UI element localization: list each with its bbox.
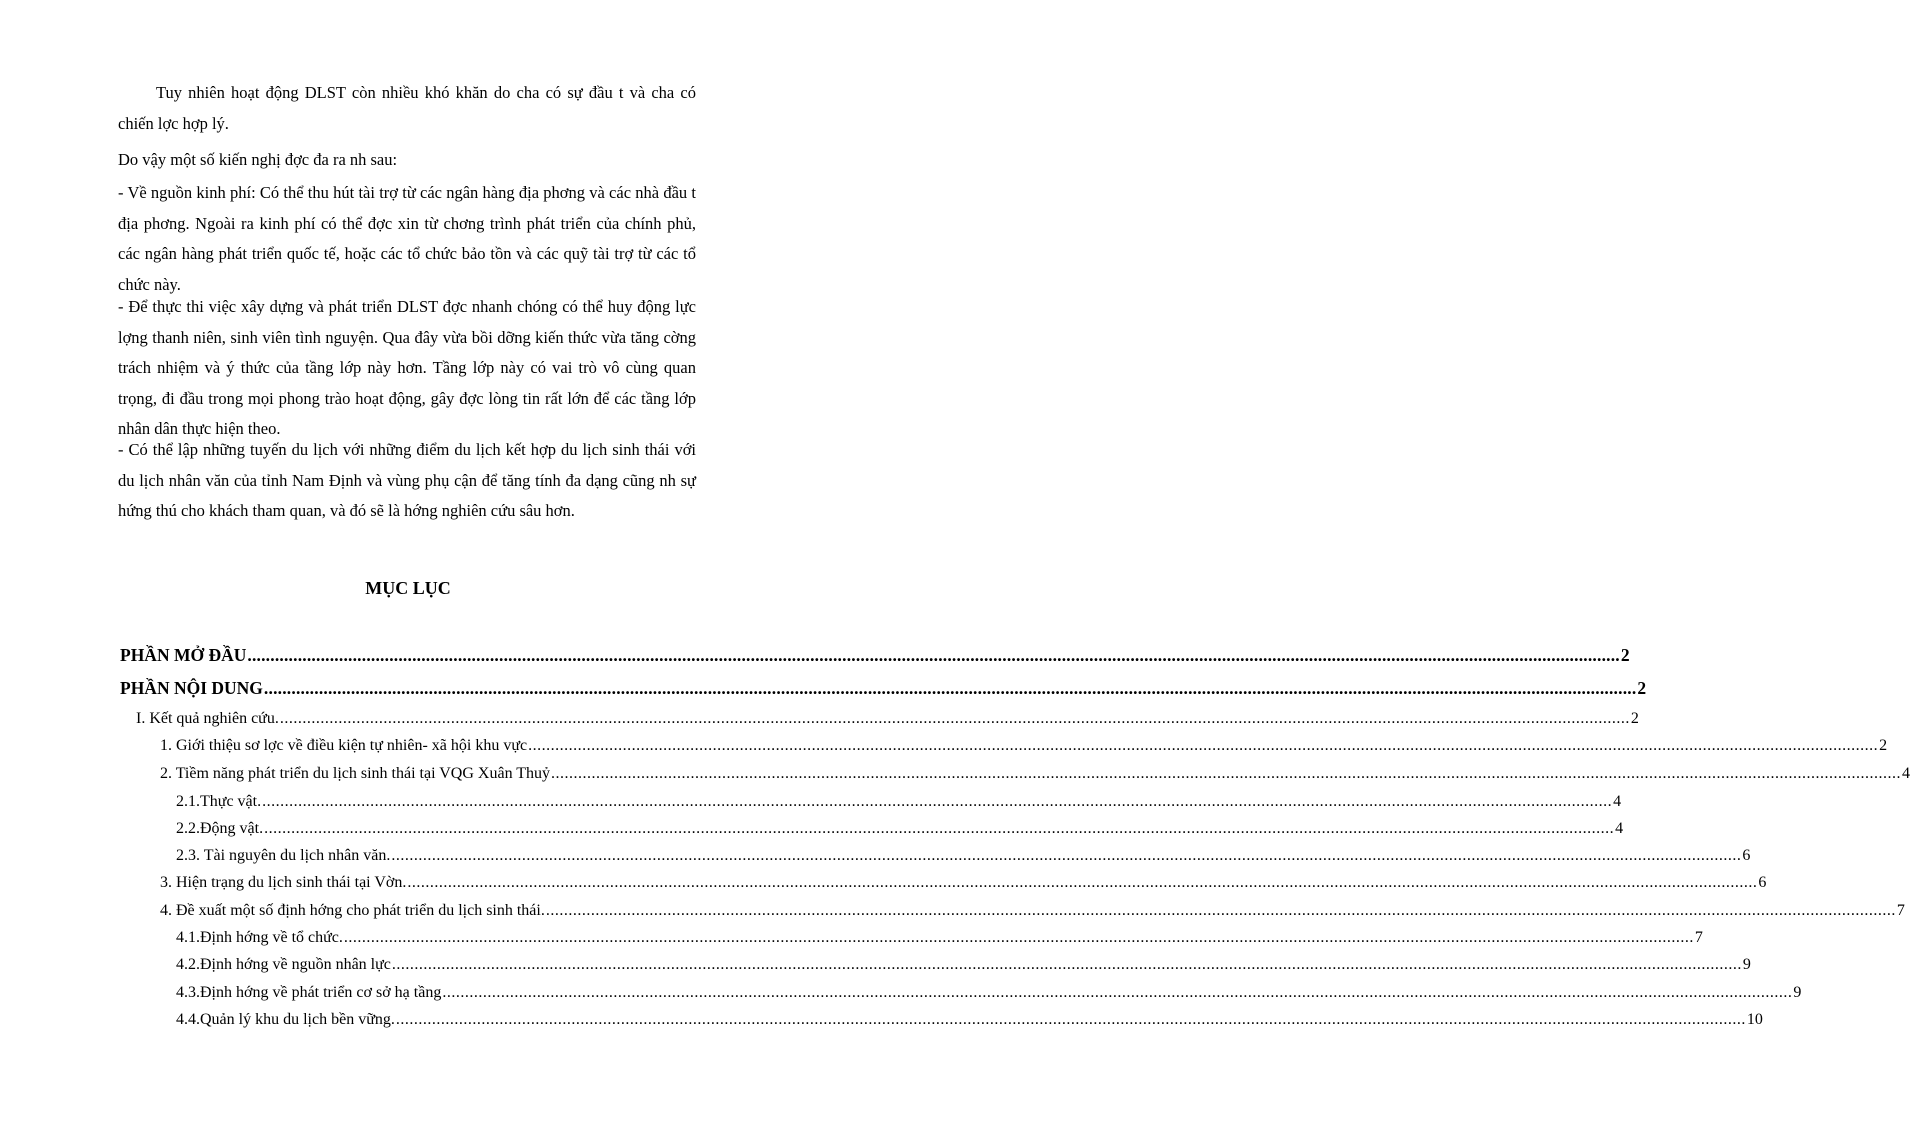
toc-leader-dots: ............................................................................................................................................................................................................................................................................................................ — [263, 678, 1637, 698]
paragraph-recommendation-lead: Do vậy một số kiến nghị đợc đa ra nh sau: — [118, 150, 398, 169]
toc-leader-dots: ............................................................................................................................................................................................................................................................................................................ — [442, 984, 1793, 1001]
toc-leader-dots: ............................................................................................................................................................................................................................................................................................................ — [247, 645, 1620, 665]
toc-entry-page: 4 — [1615, 820, 1624, 837]
toc-leader-dots: ............................................................................................................................................................................................................................................................................................................ — [551, 765, 1902, 782]
toc-entry-page: 7 — [1896, 902, 1905, 919]
toc-entry-fauna[interactable] — [176, 820, 1624, 838]
paragraph-volunteers: - Để thực thi việc xây dựng và phát triển DLST đợc nhanh chóng có thể huy động lực lợng thanh niên, sinh viên tình nguyện. Qua đây vừa bồi dỡng kiến thức vừa tăng cờng trách nhiệm và ý thức của tầng lớp này hơn. Tầng lớp này có vai trò vô cùng quan trọng, đi đầu trong mọi phong trào hoạt động, gây đợc lòng tin rất lớn để các tầng lớp nhân dân thực hiện theo. — [118, 297, 696, 438]
toc-entry-text: 2. Tiềm năng phát triển du lịch sinh thái tại VQG Xuân Thuỷ — [160, 765, 551, 782]
toc-entry-page: 9 — [1793, 984, 1802, 1001]
toc-title: MỤC LỤC — [365, 578, 451, 598]
toc-entry-page: 6 — [1758, 874, 1767, 891]
toc-entry-human-resources[interactable] — [176, 956, 1751, 974]
toc-entry-page: 10 — [1746, 1011, 1763, 1028]
toc-entry-text: 2.1.Thực vật. — [176, 793, 262, 810]
toc-entry-text: PHẦN MỞ ĐẦU — [120, 645, 247, 665]
toc-entry-text: PHẦN NỘI DUNG — [120, 678, 263, 698]
toc-leader-dots: ............................................................................................................................................................................................................................................................................................................ — [391, 956, 1742, 973]
toc-leader-dots: ............................................................................................................................................................................................................................................................................................................ — [262, 793, 1613, 810]
toc-entry-text: 2.3. Tài nguyên du lịch nhân văn. — [176, 847, 391, 864]
toc-entry-cultural-resources[interactable] — [176, 847, 1751, 865]
toc-entry-page: 6 — [1742, 847, 1751, 864]
toc-leader-dots: ............................................................................................................................................................................................................................................................................................................ — [407, 874, 1758, 891]
toc-entry-current-status[interactable] — [160, 874, 1767, 892]
toc-entry-page: 4 — [1613, 793, 1622, 810]
toc-entry-sustainable-management[interactable] — [176, 1011, 1763, 1029]
toc-entry-text: 1. Giới thiệu sơ lợc về điều kiện tự nhiên- xã hội khu vực — [160, 737, 528, 754]
toc-entry-research-results[interactable] — [136, 710, 1639, 728]
toc-entry-text: 4. Đề xuất một số định hớng cho phát triển du lịch sinh thái. — [160, 902, 545, 919]
toc-entry-page: 2 — [1879, 737, 1888, 754]
toc-entry-page: 2 — [1637, 678, 1647, 698]
toc-entry-proposals[interactable] — [160, 902, 1905, 920]
toc-entry-text: 4.3.Định hớng về phát triển cơ sở hạ tầng — [176, 984, 442, 1001]
toc-entry-page: 2 — [1620, 645, 1630, 665]
paragraph-intro: Tuy nhiên hoạt động DLST còn nhiều khó khăn do cha có sự đầu t và cha có chiến lợc hợp lý. — [118, 83, 696, 133]
toc-entry-text: 4.1.Định hớng về tổ chức. — [176, 929, 343, 946]
paragraph-tour-routes: - Có thể lập những tuyến du lịch với những điểm du lịch kết hợp du lịch sinh thái với du lịch nhân văn của tỉnh Nam Định và vùng phụ cận để tăng tính đa dạng cũng nh sự hứng thú cho khách tham quan, và đó sẽ là hớng nghiên cứu sâu hơn. — [118, 440, 696, 520]
toc-leader-dots: ............................................................................................................................................................................................................................................................................................................ — [391, 847, 1742, 864]
toc-leader-dots: ............................................................................................................................................................................................................................................................................................................ — [264, 820, 1615, 837]
toc-leader-dots: ............................................................................................................................................................................................................................................................................................................ — [528, 737, 1879, 754]
toc-entry-organization[interactable] — [176, 929, 1703, 947]
toc-leader-dots: ............................................................................................................................................................................................................................................................................................................ — [343, 929, 1694, 946]
toc-entry-page: 7 — [1694, 929, 1703, 946]
toc-leader-dots: ............................................................................................................................................................................................................................................................................................................ — [279, 710, 1630, 727]
toc-entry-page: 9 — [1742, 956, 1751, 973]
toc-entry-text: I. Kết quả nghiên cứu. — [136, 710, 279, 727]
toc-leader-dots: ............................................................................................................................................................................................................................................................................................................ — [545, 902, 1896, 919]
toc-entry-infrastructure[interactable] — [176, 984, 1802, 1002]
toc-entry-intro[interactable] — [120, 645, 1630, 666]
toc-entry-content[interactable] — [120, 678, 1647, 699]
toc-entry-text: 4.2.Định hớng về nguồn nhân lực — [176, 956, 391, 973]
paragraph-funding: - Về nguồn kinh phí: Có thể thu hút tài trợ từ các ngân hàng địa phơng và các nhà đầu t địa phơng. Ngoài ra kinh phí có thể đợc xin từ chơng trình phát triển của chính phủ, các ngân hàng phát triển quốc tế, hoặc các tổ chức bảo tồn và các quỹ tài trợ từ các tổ chức này. — [118, 183, 696, 294]
toc-entry-page: 2 — [1630, 710, 1639, 727]
toc-entry-text: 3. Hiện trạng du lịch sinh thái tại Vờn. — [160, 874, 407, 891]
toc-entry-page: 4 — [1902, 765, 1910, 782]
toc-entry-flora[interactable] — [176, 793, 1622, 811]
toc-entry-text: 4.4.Quản lý khu du lịch bền vững. — [176, 1011, 395, 1028]
toc-leader-dots: ............................................................................................................................................................................................................................................................................................................ — [395, 1011, 1746, 1028]
toc-entry-eco-potential[interactable] — [160, 765, 1910, 783]
toc-entry-natural-social[interactable] — [160, 737, 1888, 755]
toc-entry-text: 2.2.Động vật. — [176, 820, 264, 837]
